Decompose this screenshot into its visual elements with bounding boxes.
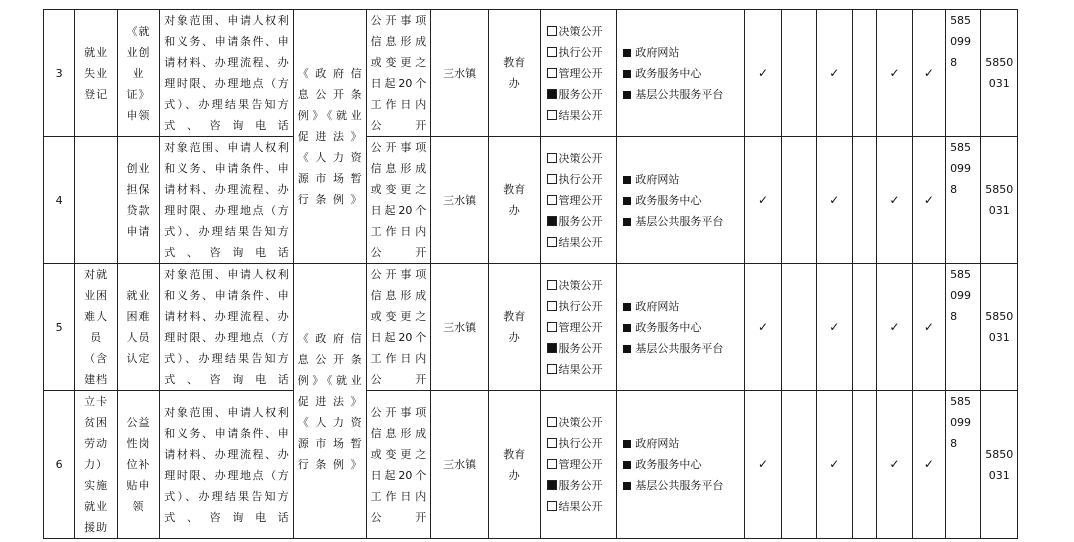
mode-option <box>547 169 611 190</box>
basis-line: 促进法》 <box>297 394 362 408</box>
sub-item-line: 人员 <box>126 331 151 344</box>
filled-square-icon <box>623 461 631 469</box>
empty-mark-cell <box>853 10 877 137</box>
mode-label: 执行公开 <box>558 45 603 59</box>
disclosure-mode-cell <box>540 137 617 264</box>
mode-option <box>547 433 611 454</box>
code-cell-1 <box>946 264 981 391</box>
unchecked-box-icon <box>547 47 557 57</box>
empty-mark-cell <box>853 391 877 539</box>
filled-square-icon <box>623 91 631 99</box>
content-line: 对象范围、申请人权利 <box>164 268 289 281</box>
mode-option <box>547 42 611 63</box>
mode-label: 决策公开 <box>558 151 603 165</box>
item-name-line: 援助 <box>84 521 109 534</box>
item-name-line: 立卡 <box>84 395 109 408</box>
item-name-line: 失业 <box>84 66 109 80</box>
code-cell-2 <box>981 10 1018 137</box>
checkmark-cell: ✓ <box>912 10 945 137</box>
sub-item-line: 申请 <box>126 225 151 238</box>
channel-item <box>623 190 737 211</box>
channel-item <box>623 338 737 359</box>
mode-option <box>547 296 611 317</box>
checkmark-cell: ✓ <box>816 137 852 264</box>
empty-mark-cell <box>782 391 816 539</box>
content-line: 和义务、申请条件、申 <box>164 426 289 440</box>
checked-box-icon <box>547 343 557 353</box>
filled-square-icon <box>623 324 631 332</box>
time-line: 日起20个 <box>370 77 427 90</box>
checkmark-cell: ✓ <box>877 10 912 137</box>
filled-square-icon <box>623 49 631 57</box>
mode-option <box>547 275 611 296</box>
filled-square-icon <box>623 345 631 353</box>
time-line: 公开 <box>370 510 427 524</box>
row-number: 6 <box>44 391 75 539</box>
mode-label: 服务公开 <box>558 479 603 492</box>
sub-item-line: 业创 <box>126 45 151 59</box>
content-line: 理时限、办理地点（方 <box>164 204 289 217</box>
item-name-line: 就业 <box>84 45 109 59</box>
sub-item-line: 认定 <box>126 352 151 365</box>
channel-label: 政务服务中心 <box>635 458 702 471</box>
mode-option <box>547 338 611 359</box>
time-line: 信息形成 <box>370 289 427 302</box>
code-line: 099 <box>950 162 972 175</box>
mode-label: 管理公开 <box>558 193 603 207</box>
basis-line: 行条例》 <box>297 193 362 206</box>
table-row <box>44 391 1018 539</box>
sub-item-line: 贴申 <box>126 479 151 492</box>
unchecked-box-icon <box>547 195 557 205</box>
disclosure-object-cell <box>488 137 540 264</box>
basis-line: 《人力资 <box>297 415 362 429</box>
time-line: 公开 <box>370 373 427 386</box>
time-line: 公开事项 <box>370 14 427 27</box>
content-line: 式）、办理结果告知方 <box>164 352 289 365</box>
sub-item-line: 担保 <box>126 183 151 196</box>
item-name-line: 业困 <box>84 289 109 302</box>
code-line: 031 <box>988 77 1010 90</box>
time-line: 日起20个 <box>370 331 427 344</box>
content-line: 式、咨询电话 <box>164 373 289 386</box>
sub-item-cell <box>117 137 159 264</box>
checked-box-icon <box>547 216 557 226</box>
item-name-line: 力） <box>84 458 109 471</box>
mode-label: 管理公开 <box>558 320 603 334</box>
channel-cell <box>617 137 744 264</box>
mode-option <box>547 63 611 84</box>
content-line: 式）、办理结果告知方 <box>164 489 289 503</box>
content-line: 理时限、办理地点（方 <box>164 468 289 482</box>
table-row <box>44 264 1018 391</box>
time-limit-cell <box>366 137 431 264</box>
code-line: 031 <box>988 468 1010 482</box>
code-line: 585 <box>950 141 972 154</box>
code-line: 585 <box>950 395 972 408</box>
empty-mark-cell <box>853 264 877 391</box>
mode-label: 结果公开 <box>558 108 603 122</box>
channel-label: 政务服务中心 <box>635 320 702 334</box>
content-line: 和义务、申请条件、申 <box>164 35 289 48</box>
time-limit-cell <box>366 391 431 539</box>
object-line: 教育 <box>503 310 526 323</box>
legal-basis-cell <box>293 10 366 264</box>
mode-label: 管理公开 <box>558 66 603 80</box>
unchecked-box-icon <box>547 417 557 427</box>
code-line: 5850 <box>985 56 1014 69</box>
disclosure-subject: 三水镇 <box>431 391 489 539</box>
unchecked-box-icon <box>547 459 557 469</box>
basis-line: 《政府信 <box>297 331 362 345</box>
empty-mark-cell <box>782 264 816 391</box>
content-line: 和义务、申请条件、申 <box>164 289 289 302</box>
checkmark-cell: ✓ <box>744 264 781 391</box>
unchecked-box-icon <box>547 301 557 311</box>
item-name-line: 登记 <box>84 87 109 101</box>
item-name-line: 对就 <box>84 268 109 281</box>
time-line: 或变更之 <box>370 183 427 196</box>
disclosure-object-cell <box>488 391 540 539</box>
checked-box-icon <box>547 480 557 490</box>
code-cell-1 <box>946 391 981 539</box>
item-name-line: 建档 <box>84 373 109 386</box>
mode-option <box>547 412 611 433</box>
sub-item-line: 就业 <box>126 289 151 302</box>
code-cell-1 <box>946 137 981 264</box>
item-name-cell <box>75 10 117 137</box>
disclosure-object-cell <box>488 10 540 137</box>
code-line: 031 <box>988 204 1010 217</box>
disclosure-subject: 三水镇 <box>431 264 489 391</box>
disclosure-mode-cell <box>540 10 617 137</box>
code-line: 5850 <box>985 447 1014 461</box>
basis-line: 例》《就业 <box>297 373 362 387</box>
mode-label: 结果公开 <box>558 500 603 513</box>
time-line: 公开事项 <box>370 405 427 419</box>
code-line: 585 <box>950 14 972 27</box>
channel-item <box>623 211 737 232</box>
time-line: 信息形成 <box>370 162 427 175</box>
basis-line: 行条例》 <box>297 457 362 471</box>
content-line: 请材料、办理流程、办 <box>164 447 289 461</box>
sub-item-cell <box>117 264 159 391</box>
time-line: 或变更之 <box>370 310 427 323</box>
empty-mark-cell <box>782 10 816 137</box>
channel-label: 基层公共服务平台 <box>635 479 724 492</box>
filled-square-icon <box>623 176 631 184</box>
channel-cell <box>617 264 744 391</box>
basis-line: 例》《就业 <box>297 109 362 122</box>
mode-option <box>547 232 611 253</box>
code-cell-2 <box>981 137 1018 264</box>
disclosure-mode-cell <box>540 264 617 391</box>
filled-square-icon <box>623 70 631 78</box>
filled-square-icon <box>623 303 631 311</box>
channel-item <box>623 475 737 496</box>
time-line: 工作日内 <box>370 98 427 111</box>
mode-label: 决策公开 <box>558 24 603 38</box>
sub-item-line: 《就 <box>126 24 151 38</box>
time-line: 公开 <box>370 119 427 132</box>
checkmark-cell: ✓ <box>877 391 912 539</box>
item-name-line: 就业 <box>84 500 109 513</box>
sub-item-cell <box>117 10 159 137</box>
code-line: 8 <box>950 183 958 196</box>
code-line: 8 <box>950 56 958 69</box>
content-line: 对象范围、申请人权利 <box>164 141 289 154</box>
item-name-line: （含 <box>84 352 109 365</box>
channel-item <box>623 317 737 338</box>
channel-label: 政府网站 <box>635 437 680 450</box>
time-line: 公开事项 <box>370 141 427 154</box>
mode-label: 管理公开 <box>558 458 603 471</box>
unchecked-box-icon <box>547 322 557 332</box>
mode-option <box>547 496 611 517</box>
mode-option <box>547 190 611 211</box>
sub-item-line: 领 <box>132 500 145 513</box>
unchecked-box-icon <box>547 174 557 184</box>
channel-label: 政务服务中心 <box>635 66 702 80</box>
table-row <box>44 137 1018 264</box>
checkmark-cell: ✓ <box>912 264 945 391</box>
time-line: 日起20个 <box>370 468 427 482</box>
content-line: 理时限、办理地点（方 <box>164 331 289 344</box>
code-cell-2 <box>981 264 1018 391</box>
checkmark-cell: ✓ <box>744 391 781 539</box>
code-line: 031 <box>988 331 1010 344</box>
content-line: 理时限、办理地点（方 <box>164 77 289 90</box>
channel-label: 政府网站 <box>635 299 680 313</box>
basis-line: 源市场暂 <box>297 436 362 450</box>
channel-label: 政务服务中心 <box>635 193 702 207</box>
row-number: 4 <box>44 137 75 264</box>
object-line: 办 <box>508 77 520 90</box>
code-cell-1 <box>946 10 981 137</box>
filled-square-icon <box>623 482 631 490</box>
content-line: 和义务、申请条件、申 <box>164 162 289 175</box>
channel-label: 基层公共服务平台 <box>635 214 724 228</box>
code-line: 5850 <box>985 310 1014 323</box>
checkmark-cell: ✓ <box>744 10 781 137</box>
mode-option <box>547 148 611 169</box>
checkmark-cell: ✓ <box>744 137 781 264</box>
checkmark-cell: ✓ <box>877 264 912 391</box>
content-line: 式、咨询电话 <box>164 246 289 259</box>
checkmark-cell: ✓ <box>816 10 852 137</box>
mode-label: 执行公开 <box>558 437 603 450</box>
channel-item <box>623 84 737 105</box>
mode-label: 执行公开 <box>558 299 603 313</box>
code-line: 099 <box>950 35 972 48</box>
mode-label: 决策公开 <box>558 278 603 292</box>
checkmark-cell: ✓ <box>877 137 912 264</box>
item-name-line: 员 <box>90 331 103 344</box>
mode-label: 结果公开 <box>558 235 603 249</box>
table-row <box>44 10 1018 137</box>
unchecked-box-icon <box>547 280 557 290</box>
mode-label: 执行公开 <box>558 172 603 186</box>
object-line: 教育 <box>503 183 526 196</box>
sub-item-line: 性岗 <box>126 437 151 450</box>
disclosure-subject: 三水镇 <box>431 10 489 137</box>
unchecked-box-icon <box>547 68 557 78</box>
disclosure-content-cell <box>160 137 294 264</box>
mode-label: 服务公开 <box>558 214 603 228</box>
mode-option <box>547 21 611 42</box>
basis-line: 《人力资 <box>297 151 362 164</box>
time-line: 公开事项 <box>370 268 427 281</box>
code-cell-2 <box>981 391 1018 539</box>
basis-line: 《政府信 <box>297 67 362 80</box>
sub-item-line: 公益 <box>126 416 151 429</box>
channel-label: 政府网站 <box>635 172 680 186</box>
content-line: 请材料、办理流程、办 <box>164 56 289 69</box>
sub-item-line: 困难 <box>126 310 151 323</box>
content-line: 式）、办理结果告知方 <box>164 98 289 111</box>
channel-item <box>623 433 737 454</box>
content-line: 式、咨询电话 <box>164 510 289 524</box>
sub-item-line: 位补 <box>126 458 151 471</box>
unchecked-box-icon <box>547 110 557 120</box>
sub-item-line: 贷款 <box>126 204 151 217</box>
filled-square-icon <box>623 197 631 205</box>
mode-option <box>547 211 611 232</box>
object-line: 办 <box>508 331 520 344</box>
content-line: 对象范围、申请人权利 <box>164 14 289 27</box>
channel-label: 基层公共服务平台 <box>635 341 724 355</box>
code-line: 8 <box>950 437 958 450</box>
time-line: 日起20个 <box>370 204 427 217</box>
empty-mark-cell <box>853 137 877 264</box>
unchecked-box-icon <box>547 26 557 36</box>
disclosure-content-cell <box>160 264 294 391</box>
checkmark-cell: ✓ <box>912 391 945 539</box>
disclosure-subject: 三水镇 <box>431 137 489 264</box>
channel-item <box>623 454 737 475</box>
time-limit-cell <box>366 10 431 137</box>
content-line: 式）、办理结果告知方 <box>164 225 289 238</box>
mode-option <box>547 359 611 380</box>
code-line: 099 <box>950 289 972 302</box>
sub-item-line: 证》 <box>126 87 151 101</box>
channel-cell <box>617 10 744 137</box>
time-limit-cell <box>366 264 431 391</box>
item-name-cell <box>75 264 117 391</box>
checkmark-cell: ✓ <box>816 264 852 391</box>
mode-option <box>547 454 611 475</box>
sub-item-cell <box>117 391 159 539</box>
basis-line: 促进法》 <box>297 130 362 143</box>
legal-basis-cell <box>293 264 366 539</box>
sub-item-line: 申领 <box>126 108 151 122</box>
checkmark-cell: ✓ <box>912 137 945 264</box>
disclosure-content-cell <box>160 391 294 539</box>
mode-label: 决策公开 <box>558 416 603 429</box>
channel-item <box>623 169 737 190</box>
content-line: 请材料、办理流程、办 <box>164 183 289 196</box>
unchecked-box-icon <box>547 501 557 511</box>
disclosure-object-cell <box>488 264 540 391</box>
sub-item-line: 业 <box>132 66 145 80</box>
channel-item <box>623 42 737 63</box>
basis-line: 息公开条 <box>297 352 362 366</box>
item-name-line: 难人 <box>84 310 109 323</box>
mode-label: 结果公开 <box>558 362 603 376</box>
channel-label: 政府网站 <box>635 45 680 59</box>
row-number: 3 <box>44 10 75 137</box>
row-number: 5 <box>44 264 75 391</box>
item-name-cell <box>75 391 117 539</box>
content-line: 请材料、办理流程、办 <box>164 310 289 323</box>
time-line: 信息形成 <box>370 426 427 440</box>
item-name-cell <box>75 137 117 264</box>
content-line: 式、咨询电话 <box>164 119 289 132</box>
mode-option <box>547 84 611 105</box>
item-name-line: 实施 <box>84 479 109 492</box>
disclosure-mode-cell <box>540 391 617 539</box>
unchecked-box-icon <box>547 153 557 163</box>
disclosure-content-cell <box>160 10 294 137</box>
filled-square-icon <box>623 440 631 448</box>
item-name-line: 贫困 <box>84 416 109 429</box>
item-name-line: 劳动 <box>84 437 109 450</box>
time-line: 或变更之 <box>370 56 427 69</box>
channel-cell <box>617 391 744 539</box>
code-line: 585 <box>950 268 972 281</box>
mode-option <box>547 317 611 338</box>
channel-item <box>623 296 737 317</box>
object-line: 教育 <box>503 447 526 461</box>
mode-label: 服务公开 <box>558 341 603 355</box>
code-line: 5850 <box>985 183 1014 196</box>
time-line: 工作日内 <box>370 225 427 238</box>
basis-line: 息公开条 <box>297 88 362 101</box>
code-line: 099 <box>950 416 972 429</box>
content-line: 对象范围、申请人权利 <box>164 405 289 419</box>
time-line: 或变更之 <box>370 447 427 461</box>
unchecked-box-icon <box>547 237 557 247</box>
mode-label: 服务公开 <box>558 87 603 101</box>
time-line: 工作日内 <box>370 352 427 365</box>
checked-box-icon <box>547 89 557 99</box>
empty-mark-cell <box>782 137 816 264</box>
disclosure-table <box>43 9 1018 539</box>
time-line: 信息形成 <box>370 35 427 48</box>
object-line: 办 <box>508 204 520 217</box>
time-line: 公开 <box>370 246 427 259</box>
sub-item-line: 创业 <box>126 162 151 175</box>
object-line: 教育 <box>503 56 526 69</box>
checkmark-cell: ✓ <box>816 391 852 539</box>
channel-label: 基层公共服务平台 <box>635 87 724 101</box>
object-line: 办 <box>508 468 520 482</box>
mode-option <box>547 105 611 126</box>
channel-item <box>623 63 737 84</box>
filled-square-icon <box>623 218 631 226</box>
unchecked-box-icon <box>547 438 557 448</box>
mode-option <box>547 475 611 496</box>
unchecked-box-icon <box>547 364 557 374</box>
code-line: 8 <box>950 310 958 323</box>
basis-line: 源市场暂 <box>297 172 362 185</box>
time-line: 工作日内 <box>370 489 427 503</box>
